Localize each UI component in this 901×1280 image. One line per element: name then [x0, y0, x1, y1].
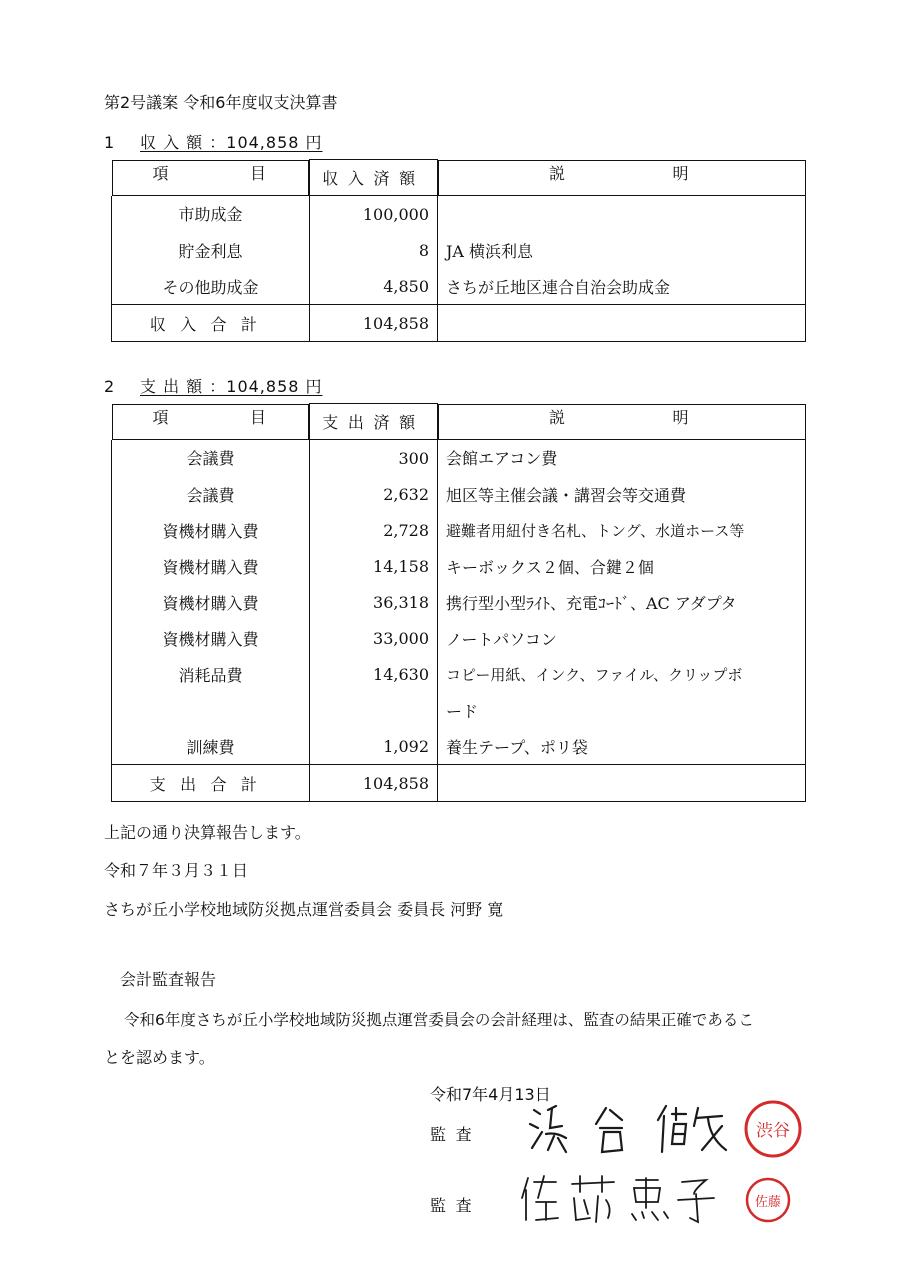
income-header-desc	[438, 160, 806, 196]
table-row	[112, 656, 806, 692]
auditor-signature	[526, 1098, 736, 1162]
table-row	[112, 548, 806, 584]
expense-desc: 会館エアコン費	[438, 440, 806, 477]
expense-item: 消耗品費	[112, 656, 310, 692]
expense-amount: 33,000	[310, 620, 438, 656]
expense-item	[112, 692, 310, 728]
audit-date: 令和7年4月13日	[430, 1085, 551, 1104]
income-heading	[104, 130, 323, 153]
expense-number: 2	[104, 377, 115, 396]
auditor-signature	[518, 1168, 718, 1232]
report-org: さちが丘小学校地域防災拠点運営委員会 委員長 河野 寛	[104, 900, 504, 919]
income-header-item-b: 目	[249, 163, 266, 183]
expense-total-desc	[438, 765, 806, 802]
expense-header-desc-a: 説	[549, 407, 566, 427]
expense-heading-text: 支 出 額 ：104,858 円	[140, 377, 323, 396]
expense-header-item	[112, 404, 310, 440]
seal-stamp	[744, 1176, 792, 1224]
expense-desc: 養生テープ、ポリ袋	[438, 728, 806, 765]
income-total-label: 収入合計	[112, 305, 310, 342]
report-statement: 上記の通り決算報告します。	[104, 823, 311, 842]
income-number: 1	[104, 133, 115, 152]
table-row	[112, 584, 806, 620]
expense-header-amount: 支出済額	[310, 404, 438, 440]
expense-header-desc-b: 明	[672, 407, 689, 427]
auditor-seal	[744, 1176, 792, 1228]
document-title: 第2号議案 令和6年度収支決算書	[104, 93, 338, 112]
audit-body-line1: 令和6年度さちが丘小学校地域防災拠点運営委員会の会計経理は、監査の結果正確であるこ	[124, 1011, 754, 1029]
table-row	[112, 512, 806, 548]
expense-desc: 避難者用紐付き名札、トング、水道ホース等	[438, 512, 806, 548]
expense-header-desc	[438, 404, 806, 440]
table-row	[112, 476, 806, 512]
income-header-row	[112, 160, 806, 196]
expense-header-item-b: 目	[249, 407, 266, 427]
expense-amount: 2,728	[310, 512, 438, 548]
income-table	[111, 159, 806, 342]
expense-item: 会議費	[112, 440, 310, 477]
expense-heading	[104, 374, 323, 397]
expense-header-row	[112, 404, 806, 440]
seal-text: 佐藤	[754, 1195, 782, 1210]
expense-amount: 1,092	[310, 728, 438, 765]
income-amount: 8	[310, 232, 438, 268]
signature-image	[518, 1168, 718, 1228]
income-item: その他助成金	[112, 268, 310, 305]
expense-amount	[310, 692, 438, 728]
seal-text: 渋谷	[756, 1121, 790, 1141]
expense-desc: 旭区等主催会議・講習会等交通費	[438, 476, 806, 512]
income-header-amount: 収入済額	[310, 160, 438, 196]
expense-amount: 14,158	[310, 548, 438, 584]
expense-item: 会議費	[112, 476, 310, 512]
income-total-row	[112, 305, 806, 342]
expense-table	[111, 403, 806, 802]
auditor-seal	[742, 1098, 804, 1164]
table-row	[112, 728, 806, 765]
income-item: 市助成金	[112, 196, 310, 233]
expense-item: 訓練費	[112, 728, 310, 765]
income-header-item	[112, 160, 310, 196]
auditor-label: 監査	[430, 1196, 482, 1215]
income-total-desc	[438, 305, 806, 342]
expense-desc: キーボックス２個、合鍵２個	[438, 548, 806, 584]
table-row	[112, 692, 806, 728]
income-header-desc-b: 明	[672, 163, 689, 183]
table-row	[112, 268, 806, 305]
income-amount: 4,850	[310, 268, 438, 305]
expense-item: 資機材購入費	[112, 620, 310, 656]
income-item: 貯金利息	[112, 232, 310, 268]
expense-total-row	[112, 765, 806, 802]
income-heading-text: 収 入 額 ：104,858 円	[140, 133, 323, 152]
audit-body-line2: とを認めます。	[104, 1048, 215, 1067]
expense-item: 資機材購入費	[112, 548, 310, 584]
report-date: 令和７年３月３１日	[104, 861, 249, 880]
income-desc	[438, 196, 806, 233]
expense-total-label: 支出合計	[112, 765, 310, 802]
signature-image	[526, 1098, 736, 1158]
table-row	[112, 196, 806, 233]
income-amount: 100,000	[310, 196, 438, 233]
expense-amount: 2,632	[310, 476, 438, 512]
expense-header-item-a: 項	[152, 407, 169, 427]
table-row	[112, 232, 806, 268]
expense-item: 資機材購入費	[112, 512, 310, 548]
income-header-item-a: 項	[152, 163, 169, 183]
expense-desc: ノートパソコン	[438, 620, 806, 656]
income-total-amount: 104,858	[310, 305, 438, 342]
table-row	[112, 440, 806, 477]
expense-item: 資機材購入費	[112, 584, 310, 620]
income-header-desc-a: 説	[549, 163, 566, 183]
seal-stamp	[742, 1098, 804, 1160]
expense-amount: 36,318	[310, 584, 438, 620]
expense-desc: ード	[438, 692, 806, 728]
income-desc: さちが丘地区連合自治会助成金	[438, 268, 806, 305]
expense-desc: コピー用紙、インク、ファイル、クリップボ	[438, 656, 806, 692]
expense-desc: 携行型小型ﾗｲﾄ、充電ｺｰﾄﾞ、AC アダプタ	[438, 584, 806, 620]
audit-title: 会計監査報告	[120, 970, 217, 989]
income-desc: JA 横浜利息	[438, 232, 806, 268]
table-row	[112, 620, 806, 656]
auditor-label: 監査	[430, 1125, 482, 1144]
expense-amount: 300	[310, 440, 438, 477]
expense-total-amount: 104,858	[310, 765, 438, 802]
expense-amount: 14,630	[310, 656, 438, 692]
